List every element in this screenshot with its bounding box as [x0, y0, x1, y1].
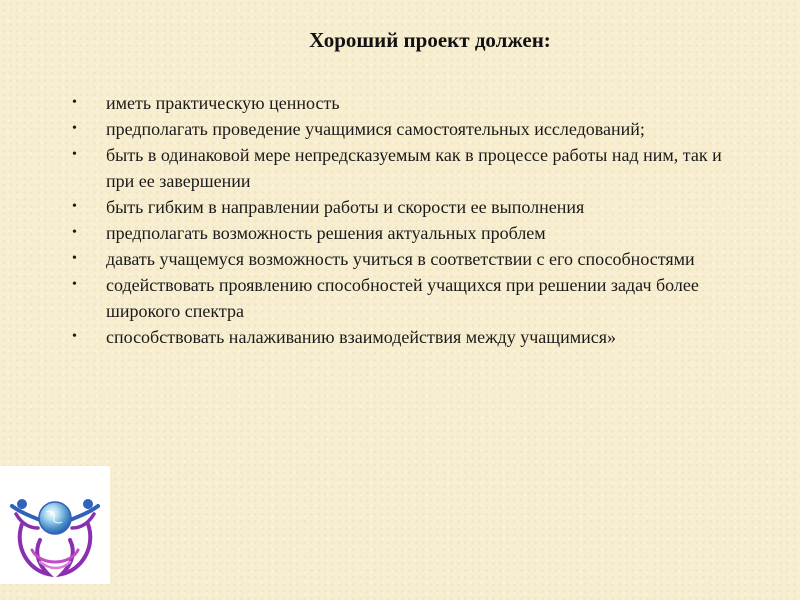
bullet-text: содействовать проявлению способностей учащихся при решении задач более широкого спектра	[106, 275, 699, 321]
list-item	[68, 90, 748, 116]
list-item	[68, 324, 748, 350]
bullet-dot: •	[72, 251, 77, 266]
list-item	[68, 246, 748, 272]
bullet-dot: •	[72, 225, 77, 240]
list-item	[68, 272, 748, 324]
bullet-dot: •	[72, 199, 77, 214]
slide-title: Хороший проект должен:	[309, 28, 551, 52]
bullet-dot: •	[72, 329, 77, 344]
list-item	[68, 116, 748, 142]
list-item	[68, 194, 748, 220]
bullet-text: способствовать налаживанию взаимодействия между учащимися»	[106, 327, 617, 347]
list-item	[68, 142, 748, 194]
bullet-text: быть в одинаковой мере непредсказуемым как в процессе работы над ним, так и при ее завершении	[106, 145, 722, 191]
bullet-dot: •	[72, 95, 77, 110]
bullet-dot: •	[72, 147, 77, 162]
bullet-list	[68, 90, 748, 350]
logo	[0, 466, 110, 584]
bullet-text: давать учащемуся возможность учиться в соответствии с его способностями	[106, 249, 695, 269]
bullet-text: быть гибким в направлении работы и скорости ее выполнения	[106, 197, 585, 217]
bullet-dot: •	[72, 277, 77, 292]
globe-figures-logo-icon	[0, 466, 110, 584]
bullet-dot: •	[72, 121, 77, 136]
bullet-text: предполагать проведение учащимися самостоятельных исследований;	[106, 119, 645, 139]
list-item	[68, 220, 748, 246]
bullet-text: иметь практическую ценность	[106, 93, 340, 113]
bullet-text: предполагать возможность решения актуальных проблем	[106, 223, 546, 243]
